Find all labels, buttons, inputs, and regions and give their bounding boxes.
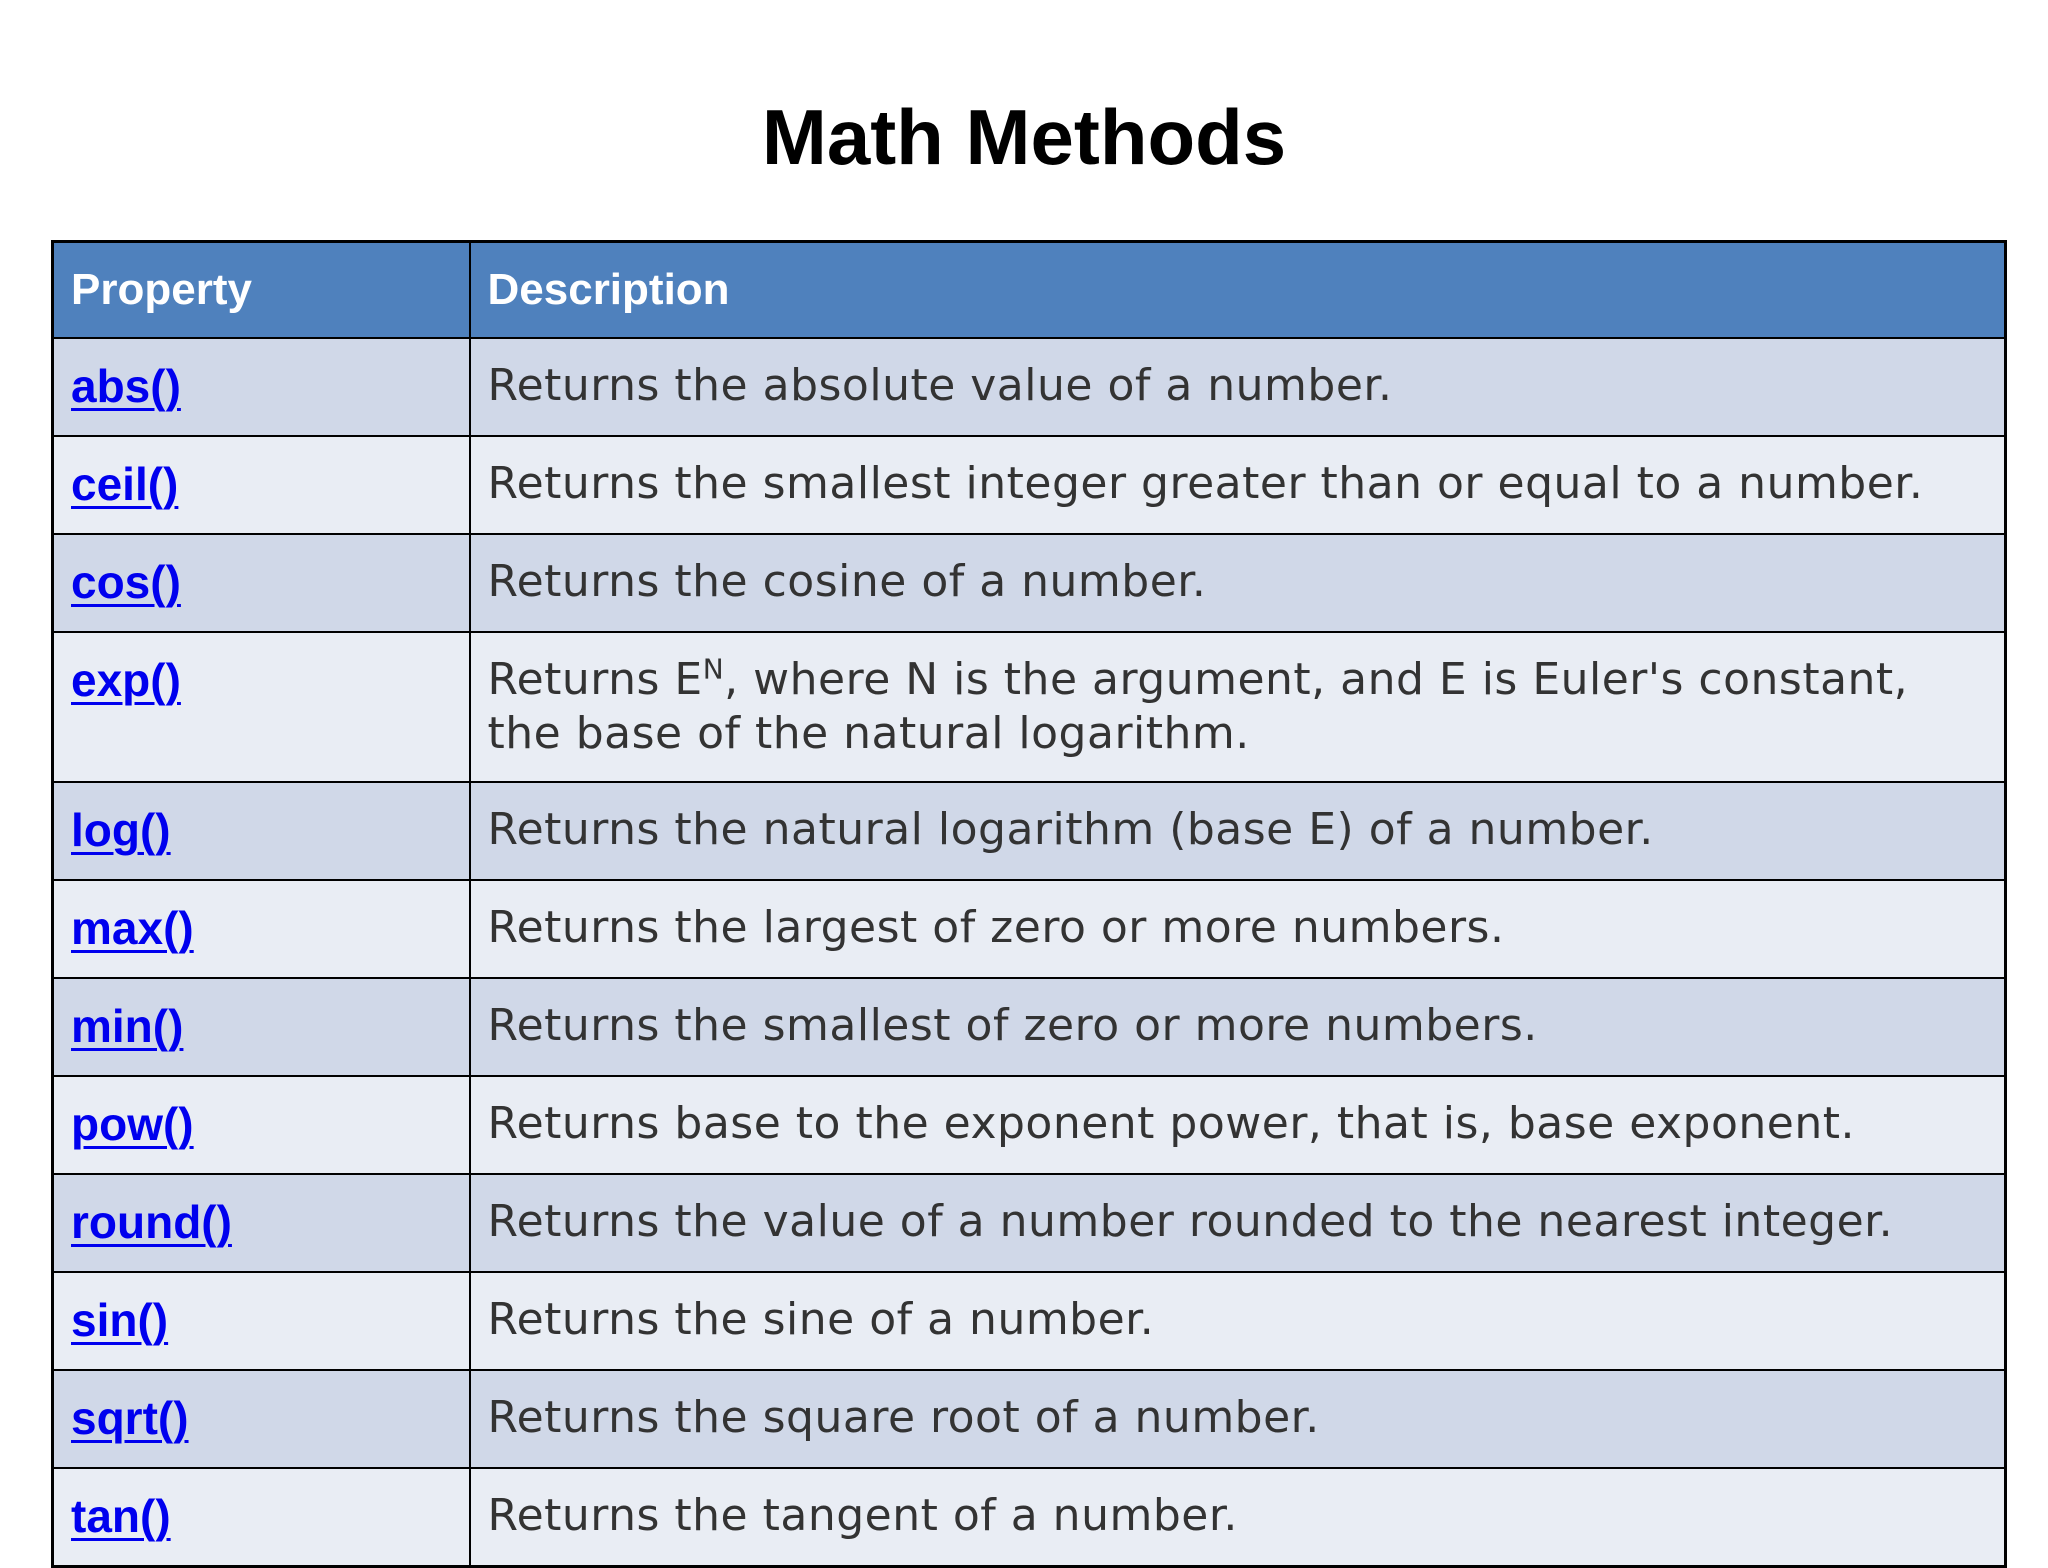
table-row <box>53 1076 2006 1174</box>
description-cell <box>470 1468 2006 1567</box>
method-cell <box>53 1174 470 1272</box>
method-link-exp[interactable]: exp() <box>71 654 181 706</box>
description-cell <box>470 632 2006 782</box>
method-cell <box>53 1272 470 1370</box>
description-cell <box>470 978 2006 1076</box>
table-row <box>53 880 2006 978</box>
method-cell <box>53 534 470 632</box>
math-methods-table <box>51 240 2007 1568</box>
table-row <box>53 1370 2006 1468</box>
table-header <box>53 242 2006 339</box>
table-row <box>53 534 2006 632</box>
description-text-after: , where N is the argument, and E is Euler's constant, the base of the natural logarithm. <box>487 654 1909 759</box>
method-description: Returns the largest of zero or more numbers. <box>487 902 1505 953</box>
description-cell <box>470 338 2006 436</box>
table-row <box>53 436 2006 534</box>
description-cell <box>470 782 2006 880</box>
method-link-cos[interactable]: cos() <box>71 556 181 608</box>
method-link-sin[interactable]: sin() <box>71 1294 169 1346</box>
method-link-pow[interactable]: pow() <box>71 1098 194 1150</box>
method-description: Returns the sine of a number. <box>487 1294 1155 1345</box>
method-cell <box>53 632 470 782</box>
table-row <box>53 1272 2006 1370</box>
method-link-round[interactable]: round() <box>71 1196 232 1248</box>
method-link-sqrt[interactable]: sqrt() <box>71 1392 189 1444</box>
method-description: Returns the absolute value of a number. <box>487 360 1393 411</box>
exponent-superscript: N <box>702 652 725 686</box>
method-description: Returns the cosine of a number. <box>487 556 1207 607</box>
table-body <box>53 338 2006 1567</box>
description-cell <box>470 534 2006 632</box>
method-cell <box>53 1076 470 1174</box>
description-cell <box>470 880 2006 978</box>
method-link-abs[interactable]: abs() <box>71 360 181 412</box>
method-description: Returns the tangent of a number. <box>487 1490 1238 1541</box>
description-cell <box>470 1370 2006 1468</box>
method-cell <box>53 978 470 1076</box>
description-cell <box>470 436 2006 534</box>
header-row <box>53 242 2006 339</box>
method-description: Returns base to the exponent power, that is, base exponent. <box>487 1098 1855 1149</box>
method-link-ceil[interactable]: ceil() <box>71 458 179 510</box>
method-cell <box>53 436 470 534</box>
description-cell <box>470 1272 2006 1370</box>
table-row <box>53 632 2006 782</box>
table-row <box>53 338 2006 436</box>
method-description: Returns the smallest of zero or more numbers. <box>487 1000 1538 1051</box>
method-description: Returns the value of a number rounded to the nearest integer. <box>487 1196 1894 1247</box>
method-cell <box>53 1370 470 1468</box>
table-row <box>53 782 2006 880</box>
method-link-max[interactable]: max() <box>71 902 194 954</box>
method-link-tan[interactable]: tan() <box>71 1490 171 1542</box>
method-description: Returns the natural logarithm (base E) of a number. <box>487 804 1654 855</box>
method-description: Returns the square root of a number. <box>487 1392 1320 1443</box>
table-row <box>53 978 2006 1076</box>
method-link-log[interactable]: log() <box>71 804 171 856</box>
table-row <box>53 1174 2006 1272</box>
method-cell <box>53 880 470 978</box>
description-text-before: Returns E <box>487 654 703 705</box>
method-cell <box>53 338 470 436</box>
column-header-property: Property <box>53 242 470 339</box>
method-cell <box>53 1468 470 1567</box>
method-description <box>488 654 1909 759</box>
column-header-description: Description <box>470 242 2006 339</box>
description-cell <box>470 1174 2006 1272</box>
method-description: Returns the smallest integer greater than or equal to a number. <box>487 458 1924 509</box>
table-row <box>53 1468 2006 1567</box>
page-title: Math Methods <box>761 93 1287 181</box>
method-cell <box>53 782 470 880</box>
description-cell <box>470 1076 2006 1174</box>
method-link-min[interactable]: min() <box>71 1000 184 1052</box>
